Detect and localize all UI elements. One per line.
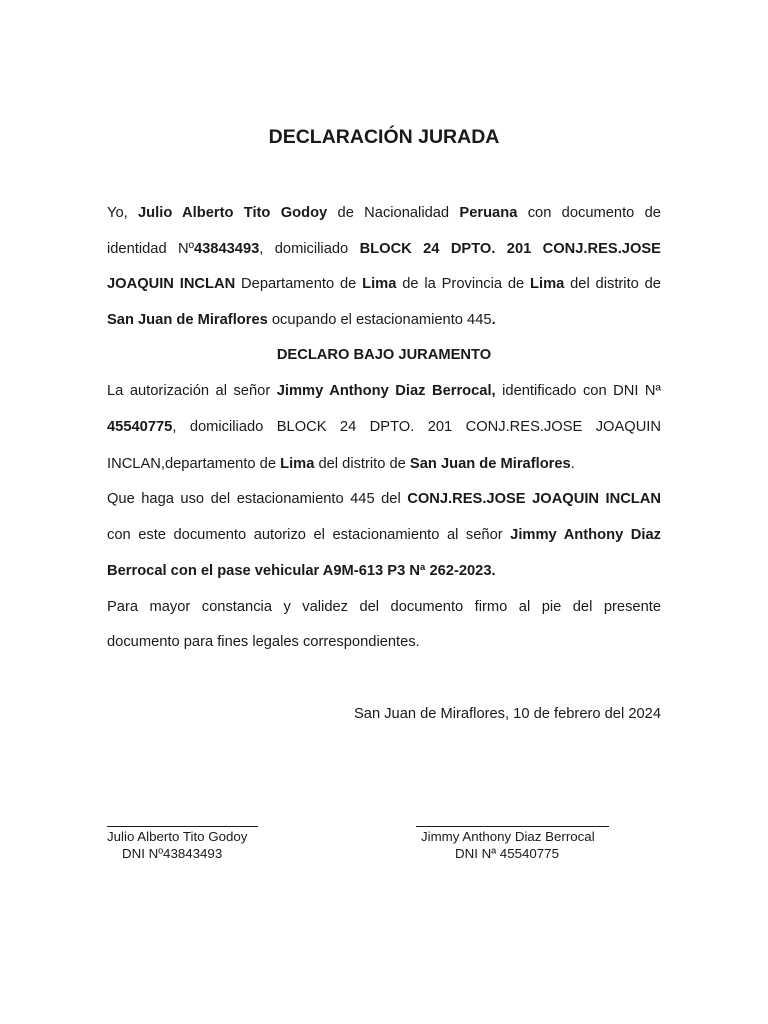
signer-dni-left: DNI Nº43843493 [122,846,223,861]
signature-line-left [107,826,258,827]
document-title: DECLARACIÓN JURADA [268,126,500,148]
declaration-heading: DECLARO BAJO JURAMENTO [276,347,492,363]
declarant-dni: 43843493 [193,241,260,257]
declarant-name: Julio Alberto Tito Godoy [138,205,328,221]
paragraph-2-line-3: INCLAN,departamento de Lima del distrito de San Juan de Miraflores. [107,456,575,472]
authorized-dni: 45540775 [107,419,173,435]
residential-complex: CONJ.RES.JOSE JOAQUIN INCLAN [407,491,661,507]
paragraph-2-line-2: 45540775, domiciliado BLOCK 24 DPTO. 201 CONJ.RES.JOSE JOAQUIN [107,419,661,435]
vehicle-pass: Berrocal con el pase vehicular A9M-613 P3 Nª 262-2023. [107,563,496,579]
declarant-address: BLOCK 24 DPTO. 201 CONJ.RES.JOSE [359,241,661,257]
paragraph-3-line-2: con este documento autorizo el estacionamiento al señor Jimmy Anthony Diaz [107,527,661,543]
paragraph-2-line-1: La autorización al señor Jimmy Anthony Diaz Berrocal, identificado con DNI Nª [107,383,661,399]
paragraph-4-line-1: Para mayor constancia y validez del documento firmo al pie del presente [107,599,661,615]
signer-name-left: Julio Alberto Tito Godoy [107,829,248,844]
signer-dni-right: DNI Nª 45540775 [455,846,559,861]
paragraph-3-line-1: Que haga uso del estacionamiento 445 del CONJ.RES.JOSE JOAQUIN INCLAN [107,491,661,507]
place-and-date: San Juan de Miraflores, 10 de febrero del 2024 [353,706,661,722]
paragraph-1-line-4: San Juan de Miraflores ocupando el estacionamiento 445. [107,312,496,328]
paragraph-4-line-2: documento para fines legales correspondientes. [107,634,420,650]
signature-line-right [416,826,609,827]
signer-name-right: Jimmy Anthony Diaz Berrocal [421,829,595,844]
paragraph-1-line-3: JOAQUIN INCLAN Departamento de Lima de la Provincia de Lima del distrito de [107,276,661,292]
authorized-name: Jimmy Anthony Diaz Berrocal, [276,383,496,399]
nationality: Peruana [459,205,518,221]
paragraph-1-line-2: identidad Nº43843493, domiciliado BLOCK 24 DPTO. 201 CONJ.RES.JOSE [107,241,661,257]
paragraph-3-line-3 [107,562,661,580]
district: San Juan de Miraflores [107,312,268,328]
paragraph-1-line-1: Yo, Julio Alberto Tito Godoy de Nacionalidad Peruana con documento de [107,205,661,221]
